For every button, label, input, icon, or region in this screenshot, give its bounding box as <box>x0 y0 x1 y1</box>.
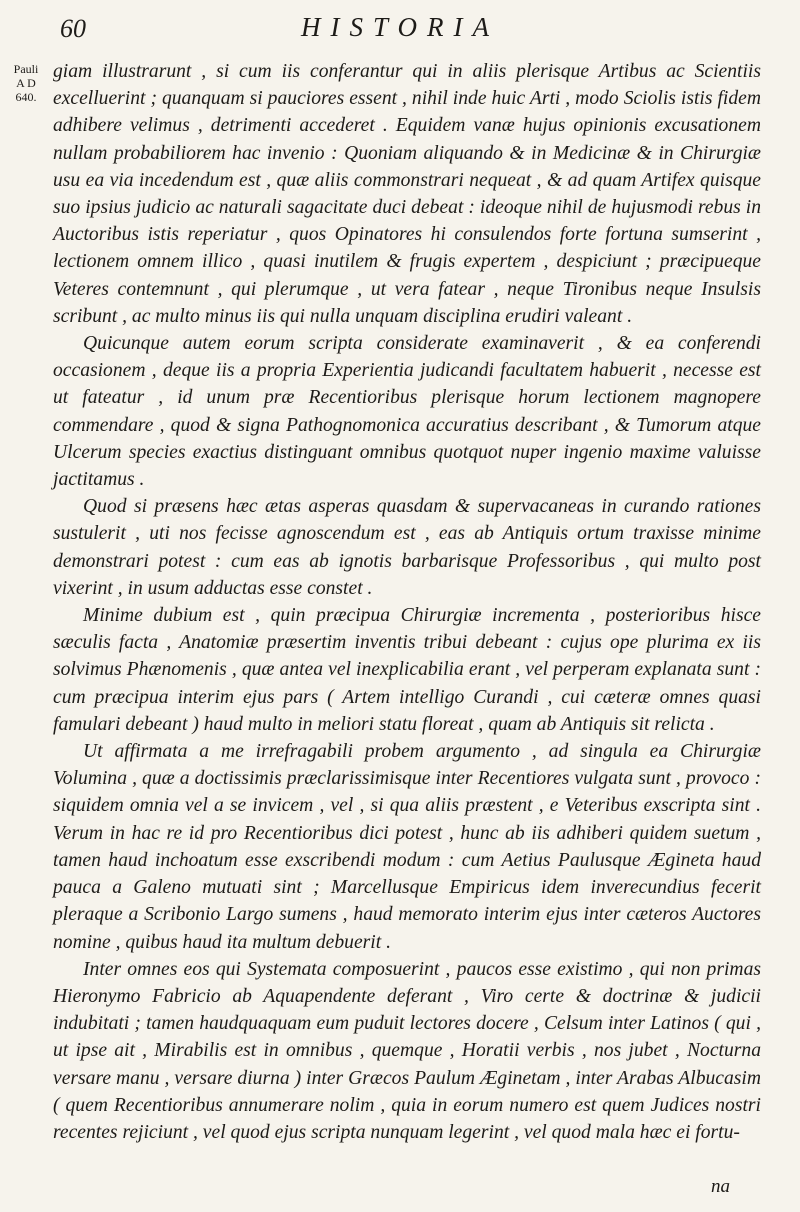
running-title: HISTORIA <box>301 12 499 42</box>
paragraph: Minime dubium est , quin præcipua Chirurgiæ incrementa , posterioribus hisce sæculis facta , Anatomiæ præsertim inventis tribui debeant : cujus ope plurima ex iis solvimus Phænomenis , quæ antea vel inexplicabilia erant , vel perperam explanata sunt : cum præcipua interim ejus pars ( Artem intelligo Curandi , cui cæteræ omnes quasi famulari debeant ) haud multo in meliori statu floreat , quam ab Antiquis sit relicta . <box>53 605 761 735</box>
margin-note-author: Pauli <box>13 62 39 76</box>
catchword: na <box>711 1176 730 1197</box>
margin-note-year: 640. <box>15 90 37 104</box>
body-text <box>53 58 761 1146</box>
paragraph: Quicunque autem eorum scripta considerate examinaverit , & ea conferendi occasionem , deque iis a propria Experientia judicandi facultatem habuerit , necesse est ut fateatur , id unum præ Recentioribus plerisque horum lectionem magnopere commendare , quod & signa Pathognomonica accuratius describant , & Tumorum atque Ulcerum species exactius distinguant omnibus quotquot nuper ingenio maxime valuisse jactitamus . <box>53 333 761 491</box>
paragraph: Inter omnes eos qui Systemata composuerint , paucos esse existimo , qui non primas Hieronymo Fabricio ab Aquapendente deferant , Viro certe & doctrinæ & judicii indubitati ; tamen haudquaquam eum puduit lectores docere , Celsum inter Latinos ( qui , ut ipse ait , Mirabilis est in omnibus , quemque , Horatii verbis , nos jubet , Nocturna versare manu , versare diurna ) inter Græcos Paulum Æginetam , inter Arabas Albucasim ( quem Recentioribus annumerare nolim , quia in eorum numero est quem Judices nostri recentes rejiciunt , vel quod ejus scripta nunquam legerint , vel quod mala hæc ei fortu- <box>53 958 761 1143</box>
page-header <box>40 10 760 50</box>
paragraph: Quod si præsens hæc ætas asperas quasdam & supervacaneas in curando rationes sustulerit , uti nos fecisse agnoscendum est , eas ab Antiquis ortum traxisse minime demonstrari potest : cum eas ab ignotis barbarisque Professoribus , qui multo post vixerint , in usum adductas esse constet . <box>53 496 761 599</box>
page-number: 60 <box>60 14 86 43</box>
margin-note <box>2 62 50 104</box>
paragraph: Ut affirmata a me irrefragabili probem argumento , ad singula ea Chirurgiæ Volumina , quæ a doctissimis præclarissimisque inter Recentiores vulgata sunt , provoco : siquidem omnia vel a se invicem , vel , si qua aliis præstent , e Veteribus exscripta sint . Verum in hac re id pro Recentioribus dici potest , hunc ab iis adhiberi quidem suetum , tamen haud inchoatum esse exscribendi modum : cum Aetius Paulusque Ægineta haud pauca a Galeno mutuati sint ; Marcellusque Empiricus idem inverecundius fecerit pleraque a Scribonio Largo sumens , haud memorato interim ejus inter cæteros Auctores nomine , quibus haud ita multum debuerit . <box>53 741 761 953</box>
margin-note-era: A D <box>16 76 36 90</box>
paragraph: giam illustrarunt , si cum iis conferantur qui in aliis plerisque Artibus ac Scientiis excelluerint ; quanquam si pauciores essent , nihil inde huic Arti , modo Sciolis istis fidem adhibere velimus , detrimenti accederet . Equidem vanæ hujus opinionis excusationem nullam probabiliorem hac invenio : Quoniam aliquando & in Medicinæ & in Chirurgiæ usu ea via incedendum est , quæ aliis commonstrari nequeat , & ad quam Artifex quisque suo ipsius judicio ac naturali sagacitate duci debeat : ideoque nihil de hujusmodi rebus in Auctoribus istis reperiatur , quos Opinatores hi consulendos forte fortuna sumserint , lectionem omnem illico , quasi inutilem & frugis expertem , despiciunt ; præcipueque Veteres contemnunt , qui plerumque , ut vera fatear , neque Tironibus neque Insulsis scribunt , ac multo minus iis qui nulla unquam disciplina erudiri valeant . <box>53 61 761 327</box>
